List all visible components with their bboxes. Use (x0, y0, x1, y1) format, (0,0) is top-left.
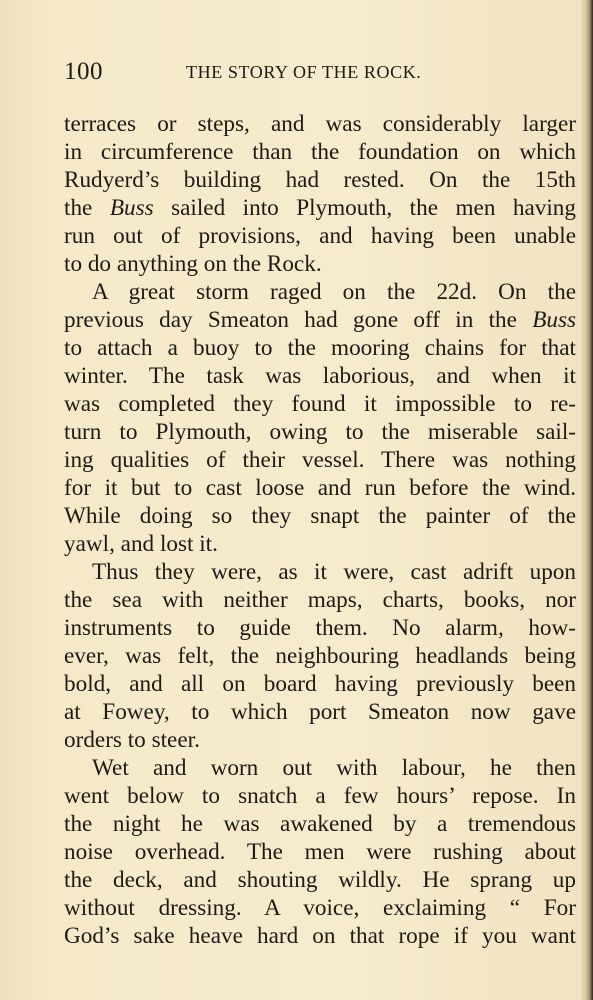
text-line: winter. The task was laborious, and when it (64, 363, 576, 389)
text-span: the (64, 195, 110, 221)
text-line: in circumference than the foundation on which (64, 139, 576, 165)
paragraph-first-line: Thus they were, as it were, cast adrift upon (92, 559, 576, 585)
text-line: was completed they found it impossible to re- (64, 391, 576, 417)
text-line: yawl, and lost it. (64, 531, 218, 557)
running-head: THE STORY OF THE ROCK. (186, 62, 422, 82)
text-line: the sea with neither maps, charts, books, nor (64, 587, 576, 613)
text-line: Rudyerd’s building had rested. On the 15th (64, 167, 576, 193)
body-text (64, 110, 576, 950)
text-line: noise overhead. The men were rushing about (64, 839, 576, 865)
text-line: at Fowey, to which port Smeaton now gave (64, 699, 576, 725)
text-line (64, 306, 576, 334)
ship-name: Buss (109, 195, 154, 221)
text-line: terraces or steps, and was considerably larger (64, 111, 576, 137)
text-span: sailed into Plymouth, the men having (153, 195, 576, 221)
text-line: the night he was awakened by a tremendous (64, 811, 576, 837)
text-span: previous day Smeaton had gone off in the (64, 307, 533, 333)
text-line: the deck, and shouting wildly. He sprang up (64, 867, 576, 893)
paragraph-first-line: A great storm raged on the 22d. On the (92, 279, 576, 305)
text-line: to attach a buoy to the mooring chains for that (64, 335, 576, 361)
text-line: instruments to guide them. No alarm, how- (64, 615, 576, 641)
text-line: God’s sake heave hard on that rope if you want (64, 923, 576, 949)
text-line: without dressing. A voice, exclaiming “ For (64, 895, 576, 921)
text-line (64, 194, 576, 222)
page-header (64, 58, 576, 86)
text-line: ing qualities of their vessel. There was nothing (64, 447, 576, 473)
text-line: for it but to cast loose and run before the wind. (64, 475, 576, 501)
paragraph-first-line: Wet and worn out with labour, he then (92, 755, 576, 781)
text-line: While doing so they snapt the painter of the (64, 503, 576, 529)
text-line: ever, was felt, the neighbouring headlands being (64, 643, 576, 669)
ship-name: Buss (532, 307, 576, 333)
text-line: to do anything on the Rock. (64, 251, 322, 277)
text-line: run out of provisions, and having been unable (64, 223, 576, 249)
text-line: went below to snatch a few hours’ repose. In (64, 783, 576, 809)
text-line: turn to Plymouth, owing to the miserable sail- (64, 419, 576, 445)
text-line: bold, and all on board having previously been (64, 671, 576, 697)
page-edge (581, 0, 593, 1000)
page-number: 100 (64, 58, 103, 85)
text-line: orders to steer. (64, 727, 200, 753)
